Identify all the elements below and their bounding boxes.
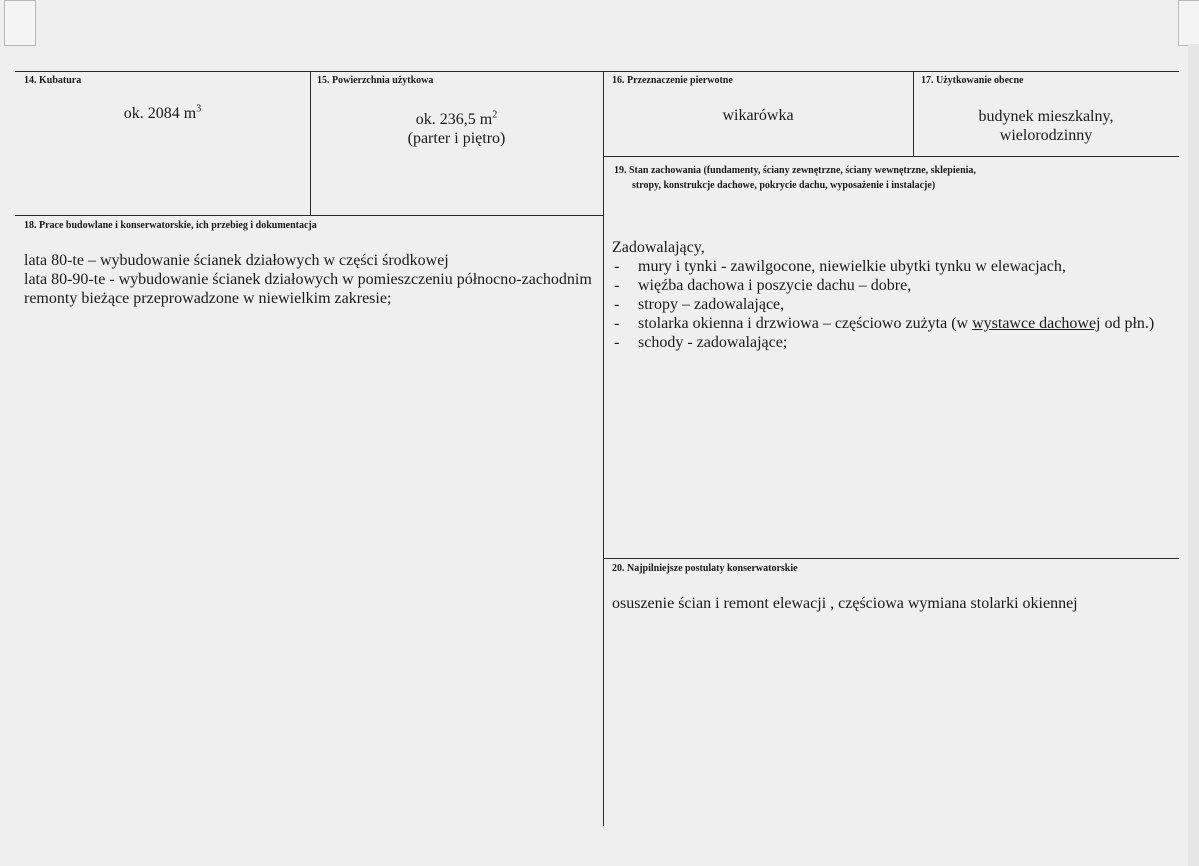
list-item: - schody - zadowalające;: [612, 333, 1164, 352]
field-19-intro: Zadowalający,: [612, 239, 705, 256]
form-divider-20: [603, 558, 1179, 559]
field-19-value: [612, 238, 1164, 352]
list-item: - mury i tynki - zawilgocone, niewielkie ubytki tynku w elewacjach,: [612, 257, 1164, 276]
field-15-value: ok. 236,5 $m^2$ (parter i piętro): [407, 109, 506, 147]
field-20-value: osuszenie ścian i remont elewacji , częściowa wymiana stolarki okiennej: [612, 595, 1078, 612]
scan-corner-top-left: [4, 0, 36, 46]
field-18-line: remonty bieżące przeprowadzone w niewielkim zakresie;: [24, 290, 392, 307]
field-20-header: 20. Najpilniejsze postulaty konserwatorskie: [612, 563, 798, 574]
field-19-header: 19. Stan zachowania (fundamenty, ściany zewnętrzne, ściany wewnętrzne, sklepienia, stropy, konstrukcje dachowe, pokrycie dachu, wyposażenie i instalacje): [614, 165, 976, 191]
underlined-term: wystawce dachowej: [972, 315, 1101, 332]
field-18-line: lata 80-90-te - wybudowanie ścianek działowych w pomieszczeniu północno-zachodnim: [24, 271, 592, 288]
field-18-value: [24, 251, 599, 308]
field-18-header: 18. Prace budowlane i konserwatorskie, ich przebieg i dokumentacja: [24, 220, 317, 231]
list-item: - stolarka okienna i drzwiowa – częściowo zużyta (w wystawce dachowej od płn.): [612, 314, 1164, 333]
list-item: - więźba dachowa i poszycie dachu – dobre,: [612, 276, 1164, 295]
field-16-value: wikarówka: [722, 107, 794, 124]
field-14-value: ok. 2084 $m^3$: [123, 103, 202, 122]
form-col-divider-main: [603, 71, 604, 826]
field-14-header: 14. Kubatura: [24, 75, 82, 86]
field-19-list: [612, 257, 1164, 352]
field-15-header: 15. Powierzchnia użytkowa: [317, 75, 434, 86]
list-item: - stropy – zadowalające,: [612, 295, 1164, 314]
form-divider-19: [603, 156, 1179, 157]
field-17-value: budynek mieszkalny, wielorodzinny: [978, 108, 1114, 144]
scan-edge-right: [1188, 44, 1199, 866]
form-top-line: [15, 71, 1179, 72]
scan-corner-top-right: [1178, 0, 1199, 46]
field-16-header: 16. Przeznaczenie pierwotne: [612, 75, 733, 86]
field-18-line: lata 80-te – wybudowanie ścianek działowych w części środkowej: [24, 252, 449, 269]
field-17-header: 17. Użytkowanie obecne: [921, 75, 1024, 86]
